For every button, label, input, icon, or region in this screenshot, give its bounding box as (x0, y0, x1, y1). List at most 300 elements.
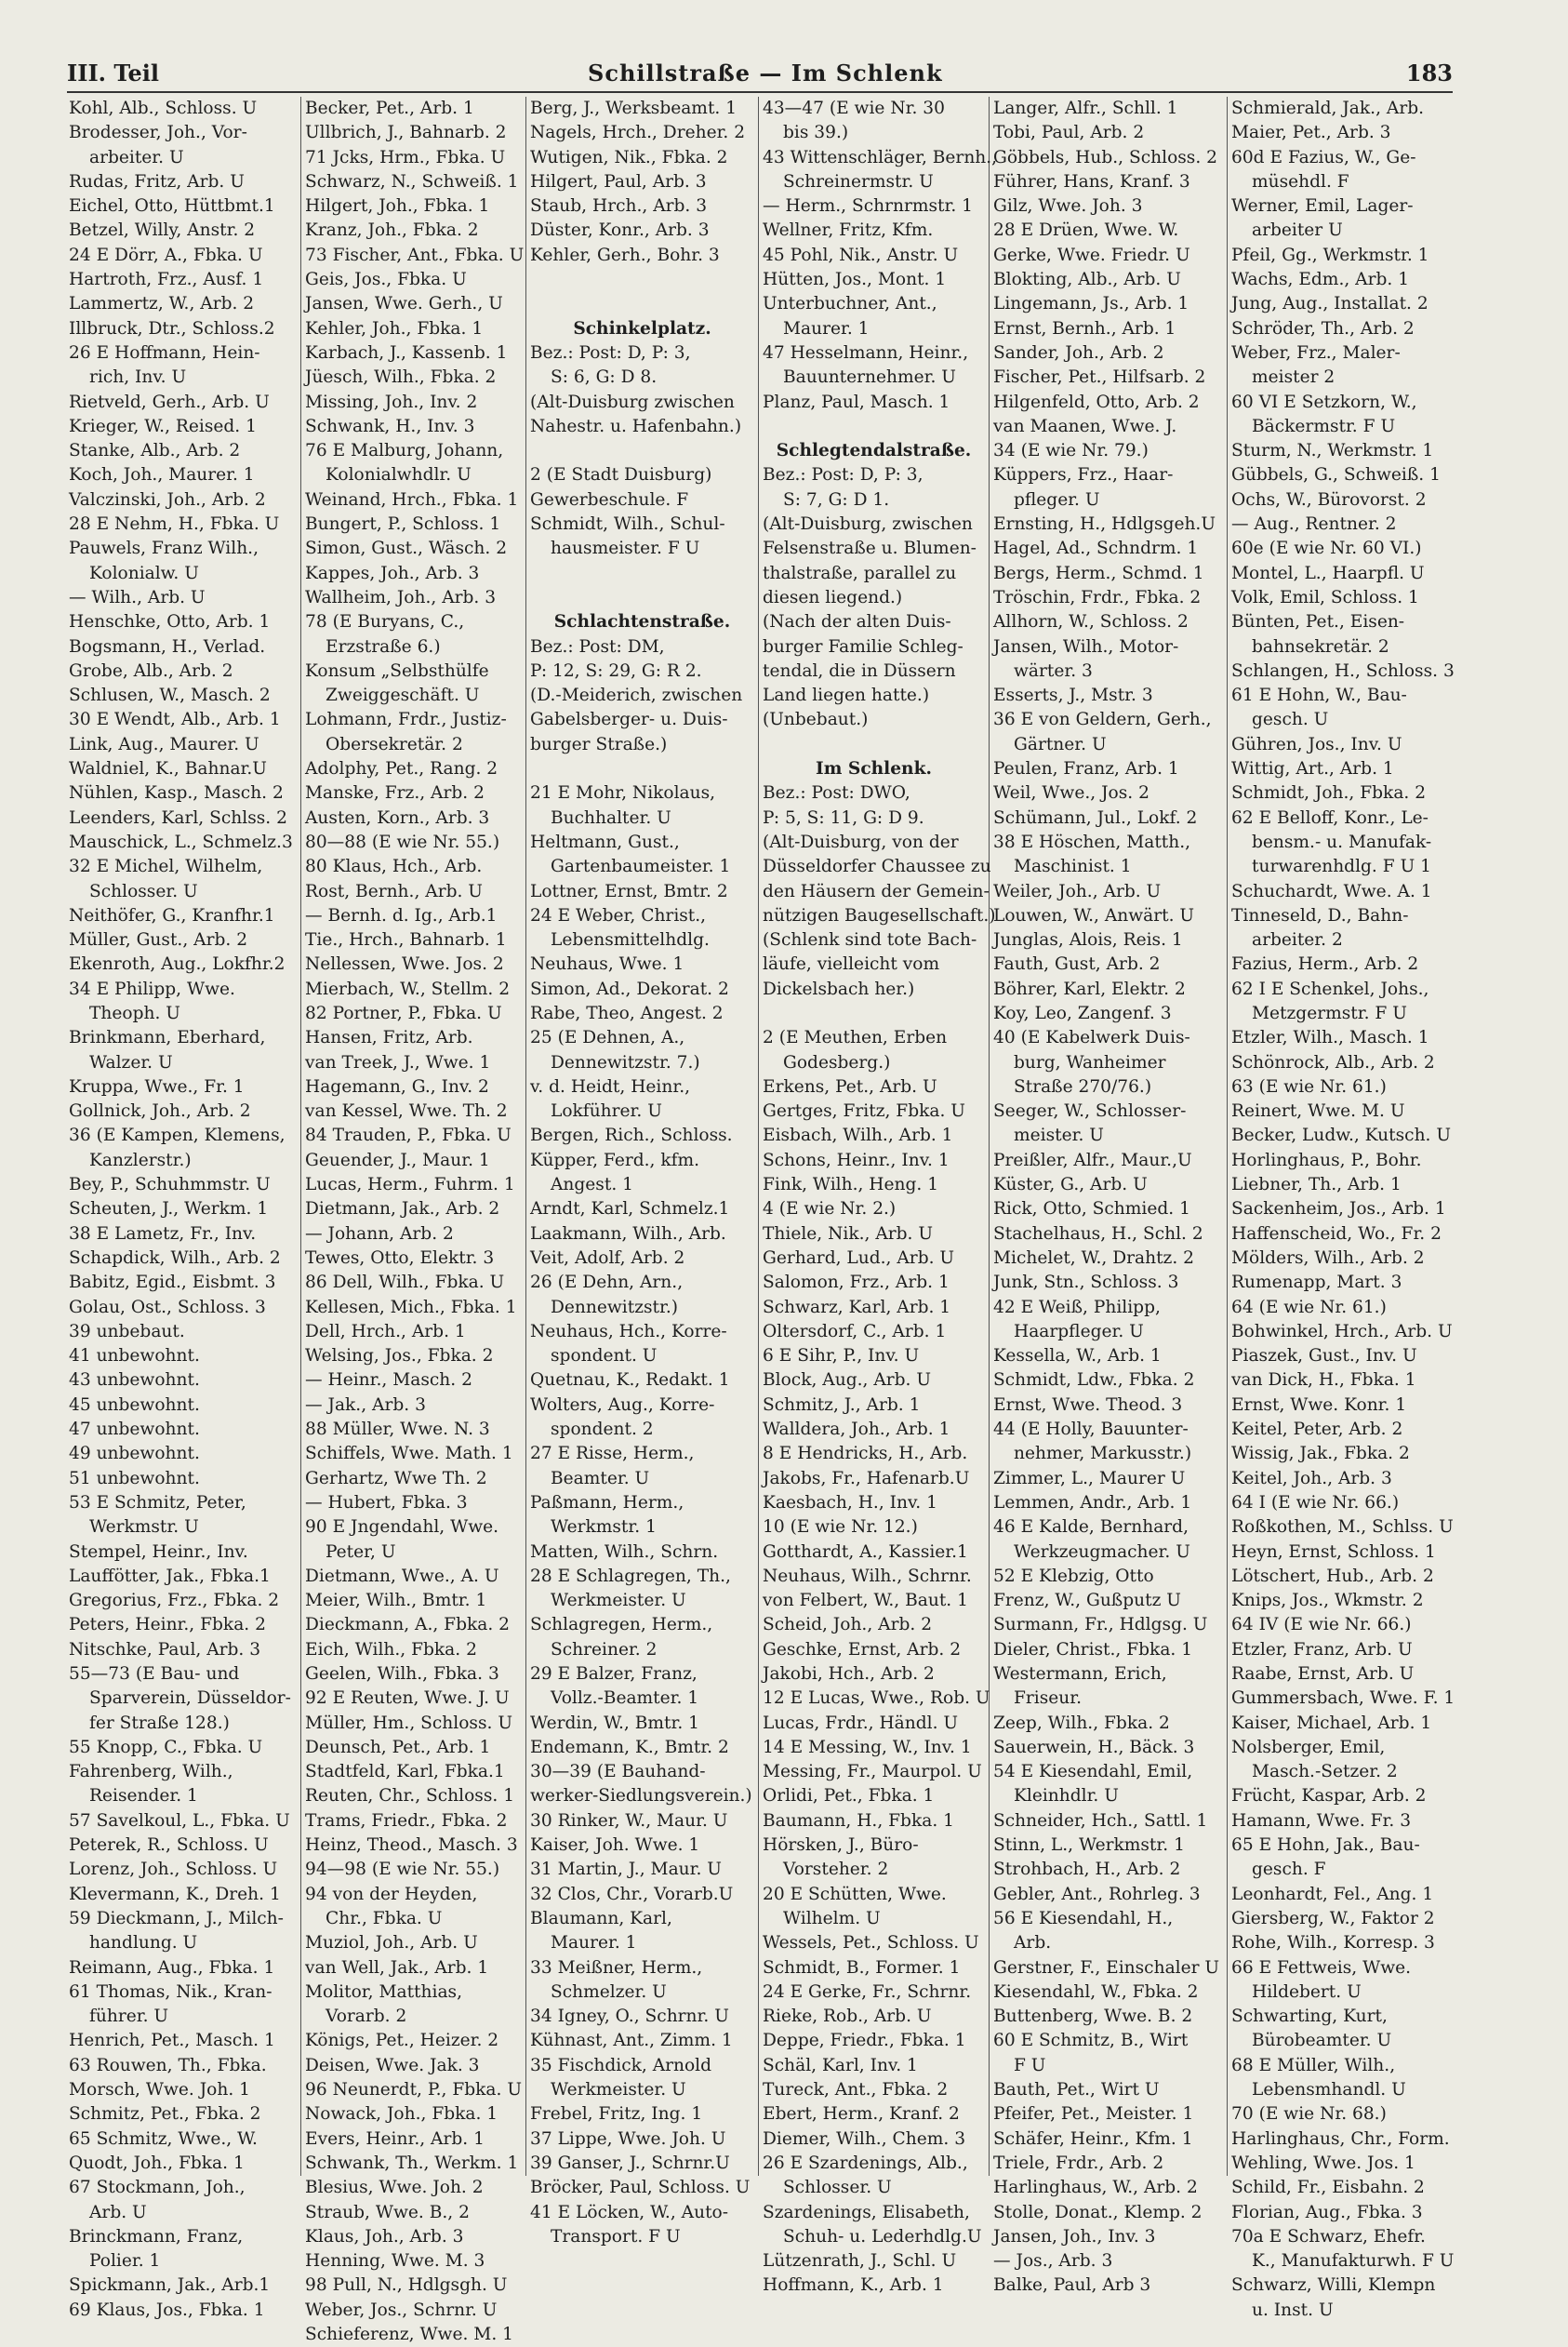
spacer (763, 1002, 985, 1026)
directory-entry: 2 (E Stadt Duisburg) (530, 465, 712, 486)
directory-entry: Eichel, Otto, Hüttbmt.1 (69, 196, 275, 217)
directory-entry: Straub, Wwe. B., 2 (305, 2202, 470, 2222)
entry-continuation: Beamter. U (551, 1468, 650, 1488)
directory-entry: tendal, die in Düssern (763, 660, 956, 681)
directory-entry: Preißler, Alfr., Maur.,U (993, 1150, 1192, 1170)
directory-entry: 42 E Weiß, Philipp, (993, 1297, 1161, 1317)
directory-entry: Gübbels, G., Schweiß. 1 (1231, 465, 1441, 486)
directory-entry: — Jos., Arb. 3 (993, 2251, 1113, 2272)
directory-entry: 69 Klaus, Jos., Fbka. 1 (69, 2300, 265, 2320)
directory-entry: Kessella, W., Arb. 1 (993, 1346, 1162, 1367)
directory-entry: van Maanen, Wwe. J. (993, 416, 1177, 436)
entry-continuation: Schreiner. 2 (551, 1639, 658, 1660)
entry-continuation: Walzer. U (89, 1052, 173, 1073)
entry-continuation: Maschinist. 1 (1014, 857, 1132, 877)
entry-continuation: Vollz.-Beamter. 1 (551, 1688, 699, 1709)
directory-entry: Schiffels, Wwe. Math. 1 (305, 1444, 513, 1464)
directory-entry: Henning, Wwe. M. 3 (305, 2251, 485, 2272)
directory-entry: Gerhartz, Wwe Th. 2 (305, 1468, 487, 1488)
directory-entry: Lottner, Ernst, Bmtr. 2 (530, 881, 728, 901)
directory-entry: v. d. Heidt, Heinr., (530, 1076, 691, 1097)
directory-entry: Ernst, Wwe. Theod. 3 (993, 1394, 1183, 1415)
directory-entry: Wallheim, Joh., Arb. 3 (305, 587, 497, 607)
directory-entry: — Johann, Arb. 2 (305, 1223, 454, 1244)
directory-entry: 39 unbebaut. (69, 1321, 185, 1341)
entry-continuation: Bauunternehmer. U (783, 367, 956, 388)
directory-entry: Göbbels, Hub., Schloss. 2 (993, 147, 1217, 167)
directory-entry: Walldera, Joh., Arb. 1 (763, 1420, 950, 1440)
directory-entry: 30 Rinker, W., Maur. U (530, 1810, 728, 1831)
entry-continuation: Obersekretär. 2 (326, 734, 463, 754)
directory-entry: Nitschke, Paul, Arb. 3 (69, 1639, 261, 1660)
directory-entry: Endemann, K., Bmtr. 2 (530, 1737, 729, 1757)
entry-continuation: Vorsteher. 2 (783, 1860, 889, 1880)
directory-entry: 63 Rouwen, Th., Fbka. (69, 2055, 267, 2075)
directory-entry: 53 E Schmitz, Peter, (69, 1492, 246, 1513)
directory-entry: Wissig, Jak., Fbka. 2 (1231, 1444, 1410, 1464)
entry-continuation: gesch. U (1252, 710, 1329, 730)
entry-continuation: Werkzeugmacher. U (1014, 1541, 1190, 1562)
directory-entry: Kehler, Gerh., Bohr. 3 (530, 245, 720, 265)
directory-entry: Harlinghaus, W., Arb. 2 (993, 2178, 1198, 2198)
directory-entry: Trams, Friedr., Fbka. 2 (305, 1810, 508, 1831)
directory-entry: Karbach, J., Kassenb. 1 (305, 342, 508, 363)
entry-continuation: bensm.- u. Manufak- (1252, 832, 1432, 852)
directory-entry: Tureck, Ant., Fbka. 2 (763, 2080, 949, 2100)
directory-entry: Florian, Aug., Fbka. 3 (1231, 2202, 1423, 2222)
directory-entry: Wutigen, Nik., Fbka. 2 (530, 147, 728, 167)
entry-continuation: Bäckermstr. F U (1252, 416, 1396, 436)
entry-continuation: Vorarb. 2 (326, 2007, 407, 2027)
entry-continuation: Reisender. 1 (89, 1786, 198, 1807)
entry-continuation: Schuh- u. Lederhdlg.U (783, 2226, 982, 2247)
street-heading: Im Schlenk. (816, 759, 932, 780)
directory-entry: Gerstner, F., Einschaler U (993, 1957, 1220, 1978)
entry-continuation: Arb. (1014, 1933, 1052, 1954)
directory-entry: 90 E Jngendahl, Wwe. (305, 1517, 499, 1538)
directory-entry: Nowack, Joh., Fbka. 1 (305, 2104, 498, 2125)
entry-continuation: Hildebert. U (1252, 1981, 1362, 2002)
directory-entry: Raabe, Ernst, Arb. U (1231, 1664, 1415, 1684)
directory-entry: Reimann, Aug., Fbka. 1 (69, 1957, 275, 1978)
entry-continuation: Dennewitzstr. 7.) (551, 1052, 700, 1073)
directory-entry: Horlinghaus, P., Bohr. (1231, 1150, 1422, 1170)
directory-entry: Weber, Jos., Schrnr. U (305, 2300, 498, 2320)
directory-entry: 41 unbewohnt. (69, 1346, 200, 1367)
directory-entry: 12 E Lucas, Wwe., Rob. U (763, 1688, 990, 1709)
directory-entry: Hilgenfeld, Otto, Arb. 2 (993, 392, 1200, 412)
spacer (530, 562, 754, 586)
directory-entry: Hütten, Jos., Mont. 1 (763, 270, 947, 290)
directory-entry: 57 Savelkoul, L., Fbka. U (69, 1810, 290, 1831)
directory-entry: 24 E Weber, Christ., (530, 905, 707, 926)
directory-entry: 28 E Nehm, H., Fbka. U (69, 514, 280, 535)
directory-entry: 32 E Michel, Wilhelm, (69, 857, 263, 877)
directory-entry: Pfeil, Gg., Werkmstr. 1 (1231, 245, 1429, 265)
directory-entry: Veit, Adolf, Arb. 2 (530, 1247, 685, 1268)
directory-entry: 34 Igney, O., Schrnr. U (530, 2007, 729, 2027)
directory-entry: 24 E Gerke, Fr., Schrnr. (763, 1981, 972, 2002)
entry-continuation: spondent. U (551, 1346, 658, 1367)
directory-entry: Balke, Paul, Arb 3 (993, 2275, 1151, 2296)
directory-entry: Fischer, Pet., Hilfsarb. 2 (993, 367, 1206, 388)
directory-entry: Ernst, Wwe. Konr. 1 (1231, 1394, 1407, 1415)
directory-entry: (Schlenk sind tote Bach- (763, 930, 977, 951)
spacer (763, 415, 985, 439)
directory-entry: Bergs, Herm., Schmd. 1 (993, 563, 1204, 583)
directory-entry: 65 E Hohn, Jak., Bau- (1231, 1835, 1420, 1856)
directory-entry: 26 E Hoffmann, Hein- (69, 342, 260, 363)
entry-continuation: Schreinermstr. U (783, 171, 934, 192)
entry-continuation: bis 39.) (783, 123, 849, 143)
directory-entry: Gabelsberger- u. Duis- (530, 710, 728, 730)
directory-entry: Kühnast, Ant., Zimm. 1 (530, 2031, 733, 2051)
directory-entry: — Bernh. d. Ig., Arb.1 (305, 905, 498, 926)
directory-entry: (Alt-Duisburg zwischen (530, 392, 735, 412)
directory-entry: Buttenberg, Wwe. B. 2 (993, 2007, 1193, 2027)
directory-entry: Becker, Pet., Arb. 1 (305, 99, 474, 118)
entry-continuation: Haarpfleger. U (1014, 1321, 1144, 1341)
directory-entry: Messing, Fr., Maurpol. U (763, 1762, 982, 1782)
directory-entry: Gummersbach, Wwe. F. 1 (1231, 1688, 1455, 1709)
directory-entry: Kellesen, Mich., Fbka. 1 (305, 1297, 517, 1317)
entry-continuation: führer. U (89, 2007, 169, 2027)
directory-entry: 40 (E Kabelwerk Duis- (993, 1028, 1190, 1048)
directory-entry: Diemer, Wilh., Chem. 3 (763, 2128, 966, 2149)
directory-entry: Scheid, Joh., Arb. 2 (763, 1615, 933, 1635)
directory-entry: 80 Klaus, Hch., Arb. (305, 857, 483, 877)
directory-entry: Grobe, Alb., Arb. 2 (69, 660, 233, 681)
directory-entry: Triele, Frdr., Arb. 2 (993, 2153, 1164, 2173)
directory-entry: Keitel, Joh., Arb. 3 (1231, 1468, 1392, 1488)
directory-entry: Werdin, W., Bmtr. 1 (530, 1713, 699, 1733)
directory-entry: Stempel, Heinr., Inv. (69, 1541, 248, 1562)
directory-entry: 43 Wittenschläger, Bernh., (763, 147, 998, 167)
directory-entry: Böhrer, Karl, Elektr. 2 (993, 979, 1186, 999)
directory-entry: Harlinghaus, Chr., Form. (1231, 2128, 1450, 2149)
entry-continuation: Angest. 1 (551, 1175, 633, 1195)
directory-entry: Austen, Korn., Arb. 3 (305, 807, 490, 828)
directory-entry: 92 E Reuten, Wwe. J. U (305, 1688, 510, 1709)
directory-entry: Stanke, Alb., Arb. 2 (69, 441, 241, 461)
directory-entry: Kaiser, Michael, Arb. 1 (1231, 1713, 1432, 1733)
directory-entry: van Treek, J., Wwe. 1 (305, 1052, 491, 1073)
directory-entry: Brinckmann, Franz, (69, 2226, 244, 2247)
directory-entry: Schuchardt, Wwe. A. 1 (1231, 881, 1432, 901)
directory-entry: Kiesendahl, W., Fbka. 2 (993, 1981, 1199, 2002)
directory-entry: Hagemann, G., Inv. 2 (305, 1076, 489, 1097)
directory-entry: Staub, Hrch., Arb. 3 (530, 196, 708, 217)
entry-continuation: Kanzlerstr.) (89, 1150, 192, 1170)
entry-continuation: Polier. 1 (89, 2251, 161, 2272)
directory-entry: Krieger, W., Reised. 1 (69, 416, 257, 436)
directory-entry: 56 E Kiesendahl, H., (993, 1908, 1174, 1928)
directory-entry: 70 (E wie Nr. 68.) (1231, 2104, 1387, 2125)
directory-entry: Werner, Emil, Lager- (1231, 196, 1414, 217)
directory-entry: Felsenstraße u. Blumen- (763, 539, 977, 559)
directory-entry: Jakobs, Fr., Hafenarb.U (763, 1468, 970, 1488)
page-header (67, 60, 1453, 89)
directory-entry: 36 (E Kampen, Klemens, (69, 1126, 286, 1146)
directory-entry: Hamann, Wwe. Fr. 3 (1231, 1810, 1412, 1831)
spacer (530, 757, 754, 781)
directory-entry: 45 unbewohnt. (69, 1394, 200, 1415)
directory-entry: Muziol, Joh., Arb. U (305, 1933, 478, 1954)
directory-entry: Rieke, Rob., Arb. U (763, 2007, 932, 2027)
directory-entry: Deisen, Wwe. Jak. 3 (305, 2055, 480, 2075)
directory-entry: Lützenrath, J., Schl. U (763, 2251, 957, 2272)
entry-continuation: Transport. F U (551, 2226, 681, 2247)
directory-entry: 71 Jcks, Hrm., Fbka. U (305, 147, 506, 167)
directory-entry: Weil, Wwe., Jos. 2 (993, 783, 1149, 804)
directory-entry: Schieferenz, Wwe. M. 1 (305, 2325, 513, 2345)
directory-entry: Jung, Aug., Installat. 2 (1231, 294, 1428, 314)
directory-entry: Tröschin, Frdr., Fbka. 2 (993, 587, 1202, 607)
directory-entry: 76 E Malburg, Johann, (305, 441, 504, 461)
directory-entry: Schild, Fr., Eisbahn. 2 (1231, 2178, 1425, 2198)
directory-entry: Liebner, Th., Arb. 1 (1231, 1175, 1402, 1195)
directory-entry: Bauth, Pet., Wirt U (993, 2080, 1160, 2100)
entry-continuation: arbeiter. 2 (1252, 930, 1343, 951)
directory-entry: Neuhaus, Wilh., Schrnr. (763, 1566, 972, 1586)
directory-entry: Geelen, Wilh., Fbka. 3 (305, 1664, 499, 1684)
directory-entry: Stolle, Donat., Klemp. 2 (993, 2202, 1203, 2222)
directory-entry: 44 (E Holly, Bauunter- (993, 1420, 1189, 1440)
directory-entry: Pauwels, Franz Wilh., (69, 539, 259, 559)
entry-continuation: Maurer. 1 (551, 1933, 637, 1954)
directory-entry: Kehler, Joh., Fbka. 1 (305, 318, 484, 339)
directory-entry: P: 5, S: 11, G: D 9. (763, 807, 924, 828)
directory-entry: 60d E Fazius, W., Ge- (1231, 147, 1416, 167)
directory-entry: Ernst, Bernh., Arb. 1 (993, 318, 1176, 339)
directory-entry: Jansen, Joh., Inv. 3 (993, 2226, 1156, 2247)
directory-entry: Mölders, Wilh., Arb. 2 (1231, 1247, 1425, 1268)
spacer (530, 292, 754, 316)
directory-entry: Blaumann, Karl, (530, 1908, 672, 1928)
directory-entry: Nagels, Hrch., Dreher. 2 (530, 123, 746, 143)
directory-entry: 28 E Drüen, Wwe. W. (993, 220, 1179, 241)
entry-continuation: Bürobeamter. U (1252, 2031, 1392, 2051)
entry-continuation: Schmelzer. U (551, 1981, 667, 2002)
entry-continuation: arbeiter U (1252, 220, 1343, 241)
directory-entry: Stachelhaus, H., Schl. 2 (993, 1223, 1203, 1244)
directory-entry: Blokting, Alb., Arb. U (993, 270, 1181, 290)
directory-entry: Thiele, Nik., Arb. U (763, 1223, 934, 1244)
directory-entry: Missing, Joh., Inv. 2 (305, 392, 478, 412)
directory-entry: Rabe, Theo, Angest. 2 (530, 1003, 724, 1023)
entry-continuation: Theoph. U (89, 1003, 180, 1023)
directory-entry: Laakmann, Wilh., Arb. (530, 1223, 726, 1244)
directory-entry: Dieler, Christ., Fbka. 1 (993, 1639, 1193, 1660)
entry-continuation: Masch.-Setzer. 2 (1252, 1762, 1398, 1782)
directory-entry: Wehling, Wwe. Jos. 1 (1231, 2153, 1415, 2173)
directory-entry: Michelet, W., Drahtz. 2 (993, 1247, 1194, 1268)
directory-entry: Kruppa, Wwe., Fr. 1 (69, 1076, 245, 1097)
directory-entry: Tie., Hrch., Bahnarb. 1 (305, 930, 507, 951)
directory-entry: Etzler, Wilh., Masch. 1 (1231, 1028, 1429, 1048)
directory-entry: Fink, Wilh., Heng. 1 (763, 1175, 939, 1195)
directory-entry: Lorenz, Joh., Schloss. U (69, 1860, 278, 1880)
directory-entry: Lemmen, Andr., Arb. 1 (993, 1492, 1192, 1513)
directory-entry: Hagel, Ad., Schndrm. 1 (993, 539, 1199, 559)
directory-entry: 67 Stockmann, Joh., (69, 2178, 246, 2198)
directory-entry: Schmidt, Wilh., Schul- (530, 514, 725, 535)
directory-entry: nützigen Baugesellschaft.) (763, 905, 996, 926)
directory-entry: 54 E Kiesendahl, Emil, (993, 1762, 1193, 1782)
directory-entry: Heinz, Theod., Masch. 3 (305, 1835, 518, 1856)
street-heading: Schlegtendalstraße. (776, 441, 972, 461)
directory-entry: Schlangen, H., Schloss. 3 (1231, 660, 1455, 681)
directory-entry: Rost, Bernh., Arb. U (305, 881, 483, 901)
directory-entry: 60 VI E Setzkorn, W., (1231, 392, 1417, 412)
directory-entry: Bez.: Post: D, P: 3, (763, 465, 924, 486)
directory-entry: Unterbuchner, Ant., (763, 294, 937, 314)
directory-entry: Seeger, W., Schlosser- (993, 1101, 1187, 1122)
entry-continuation: F U (1014, 2055, 1046, 2075)
directory-entry: 84 Trauden, P., Fbka. U (305, 1126, 512, 1146)
directory-entry: Strohbach, H., Arb. 2 (993, 1860, 1181, 1880)
entry-continuation: S: 7, G: D 1. (783, 489, 890, 510)
directory-entry: Gregorius, Frz., Fbka. 2 (69, 1591, 280, 1611)
directory-entry: Erkens, Pet., Arb. U (763, 1076, 937, 1097)
directory-entry: Eisbach, Wilh., Arb. 1 (763, 1126, 953, 1146)
directory-entry: 88 Müller, Wwe. N. 3 (305, 1420, 490, 1440)
directory-entry: Hörsken, J., Büro- (763, 1835, 919, 1856)
directory-entry: 31 Martin, J., Maur. U (530, 1860, 722, 1880)
column-2 (301, 97, 526, 2345)
directory-entry: (Unbebaut.) (763, 710, 869, 730)
directory-entry: Giersberg, W., Faktor 2 (1231, 1908, 1435, 1928)
directory-entry: Wittig, Art., Arb. 1 (1231, 759, 1394, 780)
directory-entry: Sturm, N., Werkmstr. 1 (1231, 441, 1434, 461)
directory-entry: Gerke, Wwe. Friedr. U (993, 245, 1190, 265)
entry-continuation: hausmeister. F U (551, 539, 700, 559)
street-heading: Schinkelplatz. (573, 318, 711, 339)
directory-entry: 27 E Risse, Herm., (530, 1444, 695, 1464)
directory-entry: Sackenheim, Jos., Arb. 1 (1231, 1199, 1446, 1220)
entry-continuation: pfleger. U (1014, 489, 1100, 510)
directory-entry: Stadtfeld, Karl, Fbka.1 (305, 1762, 505, 1782)
directory-entry: Betzel, Willy, Anstr. 2 (69, 220, 256, 241)
entry-continuation: Peter, U (326, 1541, 396, 1562)
directory-entry: Peters, Heinr., Fbka. 2 (69, 1615, 266, 1635)
directory-entry: Führer, Hans, Kranf. 3 (993, 171, 1190, 192)
entry-continuation: Wilhelm. U (783, 1908, 881, 1928)
directory-entry: Paßmann, Herm., (530, 1492, 684, 1513)
directory-entry: Orlidi, Pet., Fbka. 1 (763, 1786, 935, 1807)
directory-entry: Küpper, Ferd., kfm. (530, 1150, 700, 1170)
directory-entry: 21 E Mohr, Nikolaus, (530, 783, 716, 804)
directory-entry: Welsing, Jos., Fbka. 2 (305, 1346, 494, 1367)
directory-entry: Küster, G., Arb. U (993, 1175, 1148, 1195)
directory-entry: Land liegen hatte.) (763, 686, 930, 706)
directory-entry: Küppers, Frz., Haar- (993, 465, 1174, 486)
directory-entry: Tobi, Paul, Arb. 2 (993, 123, 1145, 143)
entry-continuation: meister. U (1014, 1126, 1104, 1146)
directory-entry: Jansen, Wilh., Motor- (993, 636, 1179, 657)
directory-entry: 34 E Philipp, Wwe. (69, 979, 235, 999)
column-6 (1228, 97, 1456, 2320)
spacer (763, 733, 985, 757)
directory-entry: Henschke, Otto, Arb. 1 (69, 612, 271, 633)
directory-entry: Keitel, Peter, Arb. 2 (1231, 1420, 1403, 1440)
entry-continuation: Schlosser. U (89, 881, 198, 901)
directory-entry: Block, Aug., Arb. U (763, 1370, 932, 1391)
directory-entry: Deunsch, Pet., Arb. 1 (305, 1737, 491, 1757)
directory-entry: Schwarz, Willi, Klempn (1231, 2275, 1436, 2296)
entry-continuation: wärter. 3 (1014, 660, 1093, 681)
directory-entry: Bez.: Post: D, P: 3, (530, 342, 691, 363)
directory-entry: 62 I E Schenkel, Johs., (1231, 979, 1429, 999)
directory-entry: Heyn, Ernst, Schloss. 1 (1231, 1541, 1436, 1562)
directory-entry: Brodesser, Joh., Vor- (69, 123, 247, 143)
directory-entry: — Hubert, Fbka. 3 (305, 1492, 468, 1513)
directory-entry: Weinand, Hrch., Fbka. 1 (305, 489, 519, 510)
directory-entry: Gotthardt, A., Kassier.1 (763, 1541, 968, 1562)
directory-entry: — Herm., Schrnrmstr. 1 (763, 196, 973, 217)
directory-entry: Zimmer, L., Maurer U (993, 1468, 1186, 1488)
directory-entry: 30—39 (E Bauhand- (530, 1762, 706, 1782)
directory-entry: 20 E Schütten, Wwe. (763, 1884, 947, 1904)
directory-entry: Haffenscheid, Wo., Fr. 2 (1231, 1223, 1442, 1244)
entry-continuation: müsehdl. F (1252, 171, 1349, 192)
directory-entry: 96 Neunerdt, P., Fbka. U (305, 2080, 523, 2100)
directory-entry: Nolsberger, Emil, (1231, 1737, 1386, 1757)
directory-entry: Ekenroth, Aug., Lokfhr.2 (69, 954, 286, 975)
directory-entry: Dieckmann, A., Fbka. 2 (305, 1615, 510, 1635)
street-range-title: Schillstraße — Im Schlenk (588, 60, 943, 87)
header-rule (67, 91, 1453, 93)
directory-entry: 6 E Sihr, P., Inv. U (763, 1346, 920, 1367)
directory-entry: Schmidt, B., Former. 1 (763, 1957, 961, 1978)
directory-entry: 47 unbewohnt. (69, 1420, 200, 1440)
directory-entry: Lohmann, Frdr., Justiz- (305, 710, 507, 730)
directory-entry: 98 Pull, N., Hdlgsgh. U (305, 2275, 508, 2296)
entry-continuation: handlung. U (89, 1933, 198, 1954)
directory-entry: 30 E Wendt, Alb., Arb. 1 (69, 710, 281, 730)
directory-entry: 36 E von Geldern, Gerh., (993, 710, 1212, 730)
directory-entry: Rick, Otto, Schmied. 1 (993, 1199, 1190, 1220)
directory-entry: Junk, Stn., Schloss. 3 (993, 1273, 1179, 1293)
directory-entry: Peulen, Franz, Arb. 1 (993, 759, 1179, 780)
directory-entry: Jansen, Wwe. Gerh., U (305, 294, 503, 314)
directory-entry: Frücht, Kaspar, Arb. 2 (1231, 1786, 1427, 1807)
entry-continuation: K., Manufakturwh. F U (1252, 2251, 1455, 2272)
directory-entry: Berg, J., Werksbeamt. 1 (530, 99, 737, 118)
directory-entry: Spickmann, Jak., Arb.1 (69, 2275, 271, 2296)
directory-entry: Surmann, Fr., Hdlgsg. U (993, 1615, 1208, 1635)
page-number: 183 (1405, 60, 1453, 87)
directory-entry: Lauffötter, Jak., Fbka.1 (69, 1566, 271, 1586)
directory-entry: Koch, Joh., Maurer. 1 (69, 465, 255, 486)
directory-entry: — Wilh., Arb. U (69, 587, 206, 607)
directory-entry: Hansen, Fritz, Arb. (305, 1028, 473, 1048)
directory-entry: Schäfer, Heinr., Kfm. 1 (993, 2128, 1193, 2149)
directory-entry: Roßkothen, M., Schlss. U (1231, 1517, 1454, 1538)
directory-entry: Nellessen, Wwe. Jos. 2 (305, 954, 504, 975)
spacer (530, 586, 754, 610)
directory-entry: Frenz, W., Gußputz U (993, 1591, 1181, 1611)
directory-entry: Rumenapp, Mart. 3 (1231, 1273, 1402, 1293)
entry-continuation: Schlosser. U (783, 2178, 892, 2198)
entry-continuation: Lokführer. U (551, 1101, 662, 1122)
directory-entry: 14 E Messing, W., Inv. 1 (763, 1737, 972, 1757)
directory-entry: Lucas, Herm., Fuhrm. 1 (305, 1175, 515, 1195)
directory-entry: Montel, L., Haarpfl. U (1231, 563, 1425, 583)
directory-entry: 43 unbewohnt. (69, 1370, 200, 1391)
directory-entry: Gollnick, Joh., Arb. 2 (69, 1101, 251, 1122)
directory-entry: Westermann, Erich, (993, 1664, 1167, 1684)
